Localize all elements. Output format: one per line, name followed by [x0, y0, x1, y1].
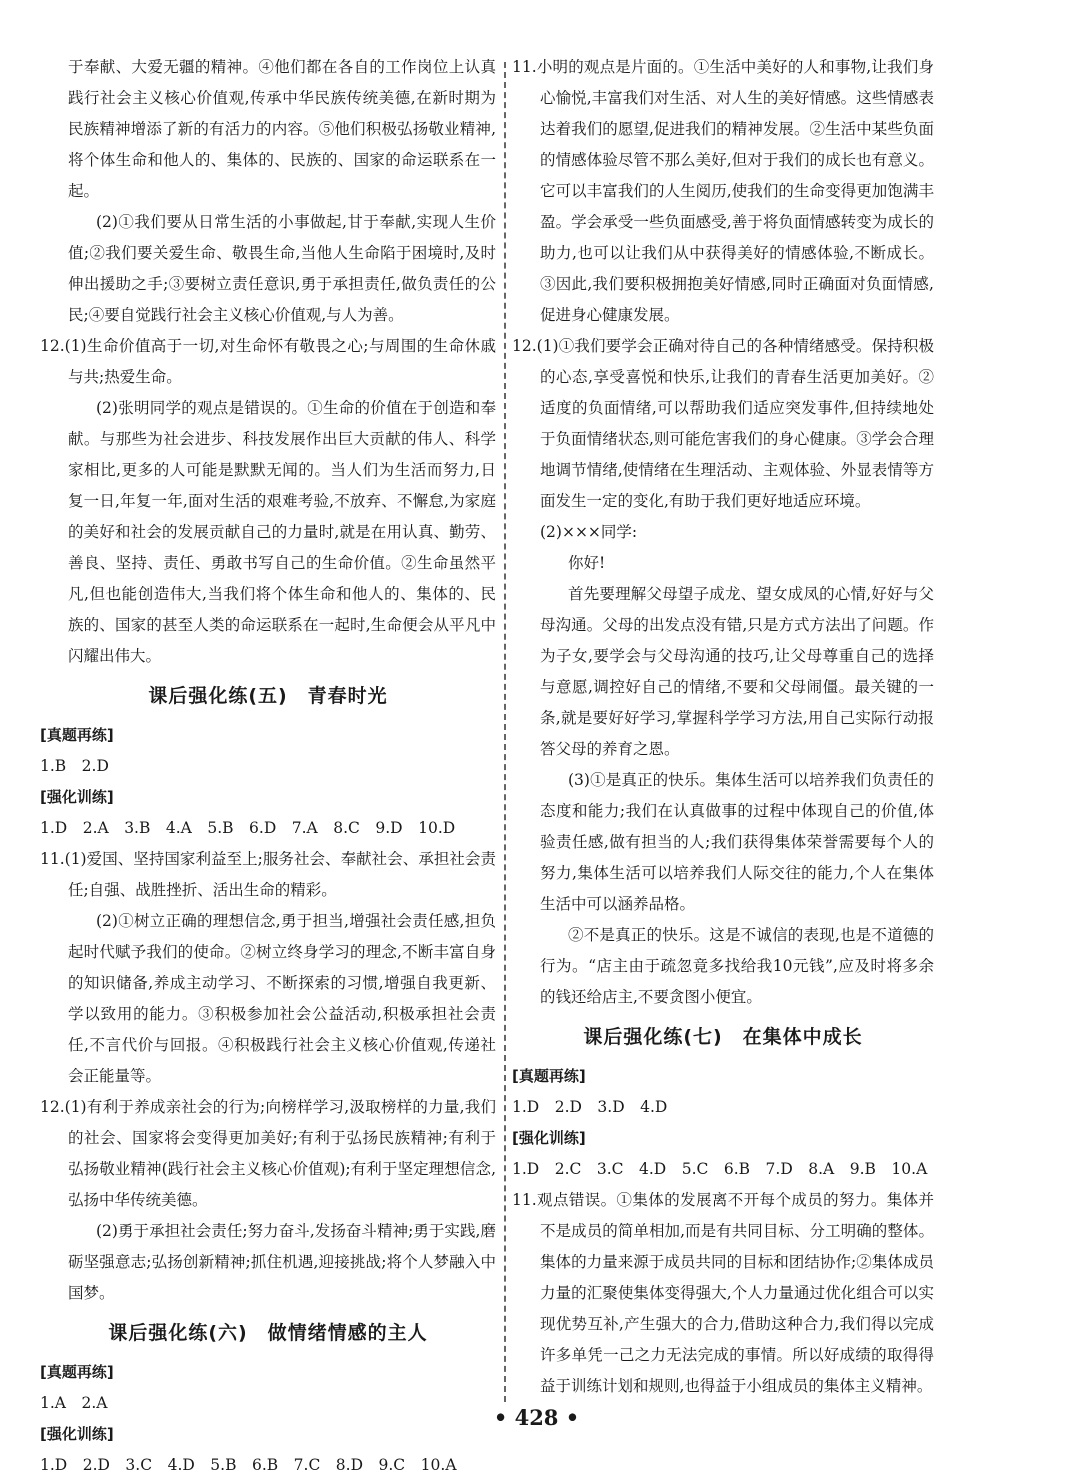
- question-12: 12.(1)有利于养成亲社会的行为;向榜样学习,汲取榜样的力量,我们的社会、国家将会变得更加美好;有利于弘扬民族精神;有利于弘扬敬业精神(践行社会主义核心价值观);有利于坚定理想信念,弘扬中华传统美德。: [40, 1098, 496, 1209]
- question-12: 12.(1)①我们要学会正确对待自己的各种情绪感受。保持积极的心态,享受喜悦和快乐,让我们的青春生活更加美好。②适度的负面情绪,可以帮助我们适应突发事件,但持续地处于负面情绪状态,则可能危害我们的身心健康。③学会合理地调节情绪,使情绪在生理活动、主观体验、外显表情等方面发生一定的变化,有助于我们更好地适应环境。: [512, 337, 934, 510]
- section-tag: [强化训练]: [40, 788, 114, 806]
- section-tag: [真题再练]: [40, 1363, 114, 1381]
- question-11: 11.观点错误。①集体的发展离不开每个成员的努力。集体并不是成员的简单相加,而是有共同目标、分工明确的整体。集体的力量来源于成员共同的目标和团结协作;②集体成员力量的汇聚使集体变得强大,个人力量通过优化组合可以实现优势互补,产生强大的合力,借助这种合力,我们得以完成许多单凭一己之力无法完成的事情。所以好成绩的取得得益于训练计划和规则,也得益于小组成员的集体主义精神。: [512, 1191, 934, 1395]
- answer-line: 1.D 2.D 3.C 4.D 5.B 6.B 7.C 8.D 9.C 10.A: [40, 1456, 457, 1474]
- paragraph: 于奉献、大爱无疆的精神。④他们都在各自的工作岗位上认真践行社会主义核心价值观,传承中华民族传统美德,在新时期为民族精神增添了新的有活力的内容。⑤他们积极弘扬敬业精神,将个体生命和他人的、集体的、民族的、国家的命运联系在一起。: [68, 58, 496, 200]
- answer-line: 1.D 2.C 3.C 4.D 5.C 6.B 7.D 8.A 9.B 10.A: [512, 1160, 928, 1178]
- section-tag: [强化训练]: [40, 1425, 114, 1443]
- answer-line: 1.A 2.A: [40, 1394, 108, 1412]
- right-column: [512, 52, 934, 1402]
- paragraph: (2)①树立正确的理想信念,勇于担当,增强社会责任感,担负起时代赋予我们的使命。②树立终身学习的理念,不断丰富自身的知识储备,养成主动学习、不断探索的习惯,增强自我更新、学以致用的能力。③积极参加社会公益活动,积极承担社会责任,不言代价与回报。④积极践行社会主义核心价值观,传递社会正能量等。: [68, 912, 496, 1085]
- question-12: 12.(1)生命价值高于一切,对生命怀有敬畏之心;与周围的生命休戚与共;热爱生命。: [40, 337, 496, 386]
- section-tag: [真题再练]: [512, 1067, 586, 1085]
- paragraph: (2)张明同学的观点是错误的。①生命的价值在于创造和奉献。与那些为社会进步、科技发展作出巨大贡献的伟人、科学家相比,更多的人可能是默默无闻的。当人们为生活而努力,日复一日,年复一年,面对生活的艰难考验,不放弃、不懈怠,为家庭的美好和社会的发展贡献自己的力量时,就是在用认真、勤劳、善良、坚持、责任、勇敢书写自己的生命价值。②生命虽然平凡,但也能创造伟大,当我们将个体生命和他人的、集体的、民族的、国家的甚至人类的命运联系在一起时,生命便会从平凡中闪耀出伟大。: [68, 399, 496, 665]
- answer-line: 1.D 2.A 3.B 4.A 5.B 6.D 7.A 8.C 9.D 10.D: [40, 819, 456, 837]
- question-11: 11.小明的观点是片面的。①生活中美好的人和事物,让我们身心愉悦,丰富我们对生活、对人生的美好情感。这些情感表达着我们的愿望,促进我们的精神发展。②生活中某些负面的情感体验尽管不那么美好,但对于我们的成长也有意义。它可以丰富我们的人生阅历,使我们的生命变得更加饱满丰盈。学会承受一些负面感受,善于将负面情感转变为成长的助力,也可以让我们从中获得美好的情感体验,不断成长。③因此,我们要积极拥抱美好情感,同时正确面对负面情感,促进身心健康发展。: [512, 58, 934, 324]
- answer-line: 1.B 2.D: [40, 757, 109, 775]
- page-number: • 428 •: [493, 1405, 580, 1430]
- paragraph: (2)勇于承担社会责任;努力奋斗,发扬奋斗精神;勇于实践,磨砺坚强意志;弘扬创新精神;抓住机遇,迎接挑战;将个人梦融入中国梦。: [68, 1222, 496, 1302]
- paragraph: (2)×××同学:: [540, 523, 638, 541]
- left-column: [40, 52, 496, 1481]
- paragraph: (2)①我们要从日常生活的小事做起,甘于奉献,实现人生价值;②我们要关爱生命、敬畏生命,当他人生命陷于困境时,及时伸出援助之手;③要树立责任意识,勇于承担责任,做负责任的公民;④要自觉践行社会主义核心价值观,与人为善。: [68, 213, 496, 324]
- question-11: 11.(1)爱国、坚持国家利益至上;服务社会、奉献社会、承担社会责任;自强、战胜挫折、活出生命的精彩。: [40, 850, 496, 899]
- paragraph: ②不是真正的快乐。这是不诚信的表现,也是不道德的行为。“店主由于疏忽竟多找给我10元钱”,应及时将多余的钱还给店主,不要贪图小便宜。: [540, 926, 934, 1006]
- section-heading-6: 课后强化练(六) 做情绪情感的主人: [108, 1322, 428, 1344]
- letter-greeting: 你好!: [568, 554, 606, 572]
- letter-body: 首先要理解父母望子成龙、望女成凤的心情,好好与父母沟通。父母的出发点没有错,只是方式方法出了问题。作为子女,要学会与父母沟通的技巧,让父母尊重自己的选择与意愿,调控好自己的情绪,不要和父母闹僵。最关键的一条,就是要好好学习,掌握科学学习方法,用自己实际行动报答父母的养育之恩。: [540, 585, 934, 758]
- section-heading-7: 课后强化练(七) 在集体中成长: [583, 1026, 863, 1048]
- paragraph: (3)①是真正的快乐。集体生活可以培养我们负责任的态度和能力;我们在认真做事的过程中体现自己的价值,体验责任感,做有担当的人;我们获得集体荣誉需要每个人的努力,集体生活可以培养我们人际交往的能力,个人在集体生活中可以涵养品格。: [540, 771, 934, 913]
- section-heading-5: 课后强化练(五) 青春时光: [148, 685, 388, 707]
- column-divider: [504, 62, 506, 1402]
- section-tag: [强化训练]: [512, 1129, 586, 1147]
- answer-line: 1.D 2.D 3.D 4.D: [512, 1098, 668, 1116]
- section-tag: [真题再练]: [40, 726, 114, 744]
